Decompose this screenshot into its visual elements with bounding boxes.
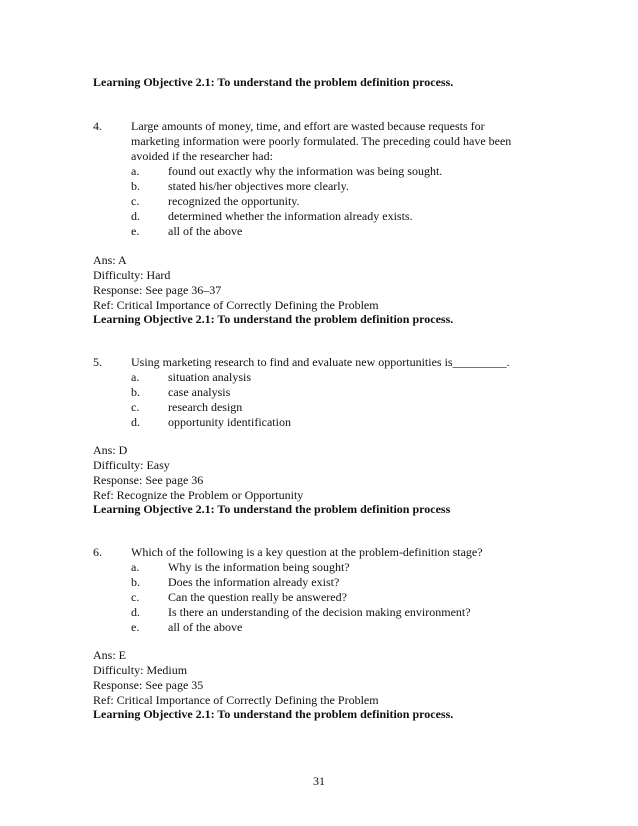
option-letter: b. xyxy=(131,575,140,589)
answer: Ans: A xyxy=(93,253,127,267)
question-text-line: Which of the following is a key question at the problem-definition stage? xyxy=(131,545,483,559)
option-text: recognized the opportunity. xyxy=(168,194,300,208)
option-letter: a. xyxy=(131,560,140,574)
option-letter: e. xyxy=(131,224,140,238)
reference: Ref: Critical Importance of Correctly Defining the Problem xyxy=(93,298,379,312)
option-letter: c. xyxy=(131,590,140,604)
option-text: Is there an understanding of the decision making environment? xyxy=(168,605,471,619)
option-letter: b. xyxy=(131,179,140,193)
option-letter: a. xyxy=(131,164,140,178)
reference: Ref: Recognize the Problem or Opportunity xyxy=(93,488,304,502)
option-letter: c. xyxy=(131,194,140,208)
learning-objective: Learning Objective 2.1: To understand the problem definition process. xyxy=(93,707,454,721)
option-text: found out exactly why the information was being sought. xyxy=(168,164,443,178)
difficulty: Difficulty: Hard xyxy=(93,268,171,282)
option-text: Why is the information being sought? xyxy=(168,560,350,574)
option-text: situation analysis xyxy=(168,370,251,384)
question-number: 4. xyxy=(93,119,102,133)
option-text: research design xyxy=(168,400,243,414)
question-text-line: Using marketing research to find and evaluate new opportunities is_________. xyxy=(131,355,510,369)
learning-objective: Learning Objective 2.1: To understand the problem definition process. xyxy=(93,312,454,326)
response: Response: See page 36–37 xyxy=(93,283,222,297)
option-text: Can the question really be answered? xyxy=(168,590,347,604)
option-text: stated his/her objectives more clearly. xyxy=(168,179,349,193)
option-text: all of the above xyxy=(168,224,243,238)
option-text: all of the above xyxy=(168,620,243,634)
option-text: opportunity identification xyxy=(168,415,291,429)
option-letter: b. xyxy=(131,385,140,399)
question-text-line: avoided if the researcher had: xyxy=(131,149,273,163)
option-letter: c. xyxy=(131,400,140,414)
page-number: 31 xyxy=(313,774,325,788)
difficulty: Difficulty: Medium xyxy=(93,663,188,677)
learning-objective-top: Learning Objective 2.1: To understand the problem definition process. xyxy=(93,75,454,89)
option-text: case analysis xyxy=(168,385,231,399)
option-letter: e. xyxy=(131,620,140,634)
option-letter: d. xyxy=(131,605,140,619)
answer: Ans: D xyxy=(93,443,128,457)
option-letter: a. xyxy=(131,370,140,384)
reference: Ref: Critical Importance of Correctly Defining the Problem xyxy=(93,693,379,707)
option-text: Does the information already exist? xyxy=(168,575,340,589)
difficulty: Difficulty: Easy xyxy=(93,458,170,472)
option-letter: d. xyxy=(131,415,140,429)
answer: Ans: E xyxy=(93,648,126,662)
option-text: determined whether the information already exists. xyxy=(168,209,413,223)
question-number: 6. xyxy=(93,545,102,559)
response: Response: See page 35 xyxy=(93,678,204,692)
response: Response: See page 36 xyxy=(93,473,204,487)
learning-objective: Learning Objective 2.1: To understand the problem definition process xyxy=(93,502,451,516)
question-number: 5. xyxy=(93,355,102,369)
option-letter: d. xyxy=(131,209,140,223)
question-text-line: marketing information were poorly formulated. The preceding could have been xyxy=(131,134,512,148)
question-text-line: Large amounts of money, time, and effort are wasted because requests for xyxy=(131,119,485,133)
